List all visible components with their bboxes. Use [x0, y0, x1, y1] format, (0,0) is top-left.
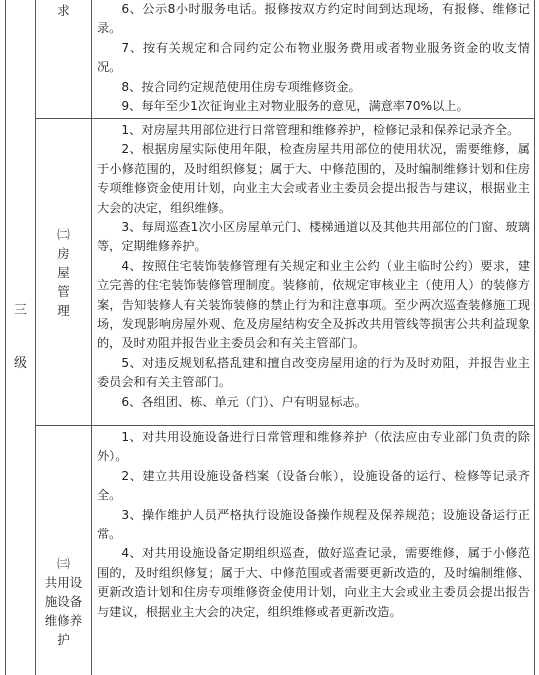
category-cell-facilities [36, 426, 92, 675]
list-item: 3、操作维护人员严格执行设施设备操作规程及保养规范；设施设备运行正常。 [97, 507, 530, 542]
list-item: 5、对违反规划私搭乱建和擅自改变房屋用途的行为及时劝阻，并报告业主委员会和有关主管部门。 [97, 355, 530, 390]
category-line: 管 [57, 283, 70, 299]
list-item: 4、对共用设施设备定期组织巡查，做好巡查记录，需要维修，属于小修范围的，及时组织修复；属于大、中修范围或者需要更新改造的，及时编制维修、更新改造计划和住房专项维修资金使用计划，向业主大会或业主委员会提出报告与建议，根据业主大会的决定，组织维修或者更新改造。 [97, 546, 530, 619]
content-cell [92, 426, 535, 675]
category-line: 共用设 [44, 575, 83, 590]
category-line: 求 [57, 3, 70, 18]
list-item: 6、公示8小时服务电话。报修按双方约定时间到达现场，有报修、维修记录。 [97, 2, 530, 36]
category-cell-housing [36, 119, 92, 426]
list-item: 9、每年至少1次征询业主对物业服务的意见，满意率70%以上。 [121, 99, 469, 114]
list-item: 2、建立共用设施设备档案（设备台帐），设施设备的运行、检修等记录齐全。 [97, 468, 530, 503]
category-line: 房 [57, 245, 70, 261]
list-item: 7、按有关规定和合同约定公布物业服务费用或者物业服务资金的收支情况。 [97, 40, 530, 75]
content-cell [92, 0, 535, 119]
table-row [6, 0, 535, 119]
list-item: 1、对共用设施设备进行日常管理和维修养护（依法应由专业部门负责的除外）。 [97, 430, 530, 464]
level-cell [6, 0, 36, 675]
list-item: 8、按合同约定规范使用住房专项维修资金。 [121, 79, 361, 94]
category-line: 维修养 [44, 613, 83, 628]
list-item: 2、根据房屋实际使用年限，检查房屋共用部位的使用状况，需要维修，属于小修范围的，及时组织修复；属于大、中修范围的，及时编制维修计划和住房专项维修资金使用计划，向业主大会或者业主委员会提出报告与建议，根据业主大会的决定，组织维修。 [97, 142, 530, 215]
category-line: 屋 [57, 264, 70, 280]
level-char-2: 级 [13, 356, 27, 371]
list-item: 1、对房屋共用部位进行日常管理和维修养护，检修记录和保养记录齐全。 [121, 123, 520, 137]
category-line: 护 [57, 632, 70, 647]
category-line: ㈢ [57, 556, 70, 571]
category-line: ㈡ [57, 226, 70, 242]
level-char-1: 三 [13, 303, 27, 319]
list-item: 4、按照住宅装饰装修管理有关规定和业主公约（业主临时公约）要求，建立完善的住宅装饰装修管理制度。装修前，依规定审核业主（使用人）的装修方案，告知装修人有关装饰装修的禁止行为和注意事项。至少两次巡查装修施工现场，发现影响房屋外观、危及房屋结构安全及拆改共用管线等损害公共利益现象的，及时劝阻并报告业主委员会和有关主管部门。 [97, 258, 530, 351]
category-line: 理 [57, 302, 70, 318]
category-line: 施设备 [44, 594, 83, 609]
table-row [6, 119, 535, 426]
table-row [6, 426, 535, 675]
service-standard-table [5, 0, 535, 675]
list-item: 6、各组团、栋、单元（门）、户有明显标志。 [121, 394, 367, 409]
content-cell [92, 119, 535, 426]
list-item: 3、每周巡查1次小区房屋单元门、楼梯通道以及其他共用部位的门窗、玻璃等，定期维修养护。 [97, 220, 530, 254]
category-cell [36, 0, 92, 119]
